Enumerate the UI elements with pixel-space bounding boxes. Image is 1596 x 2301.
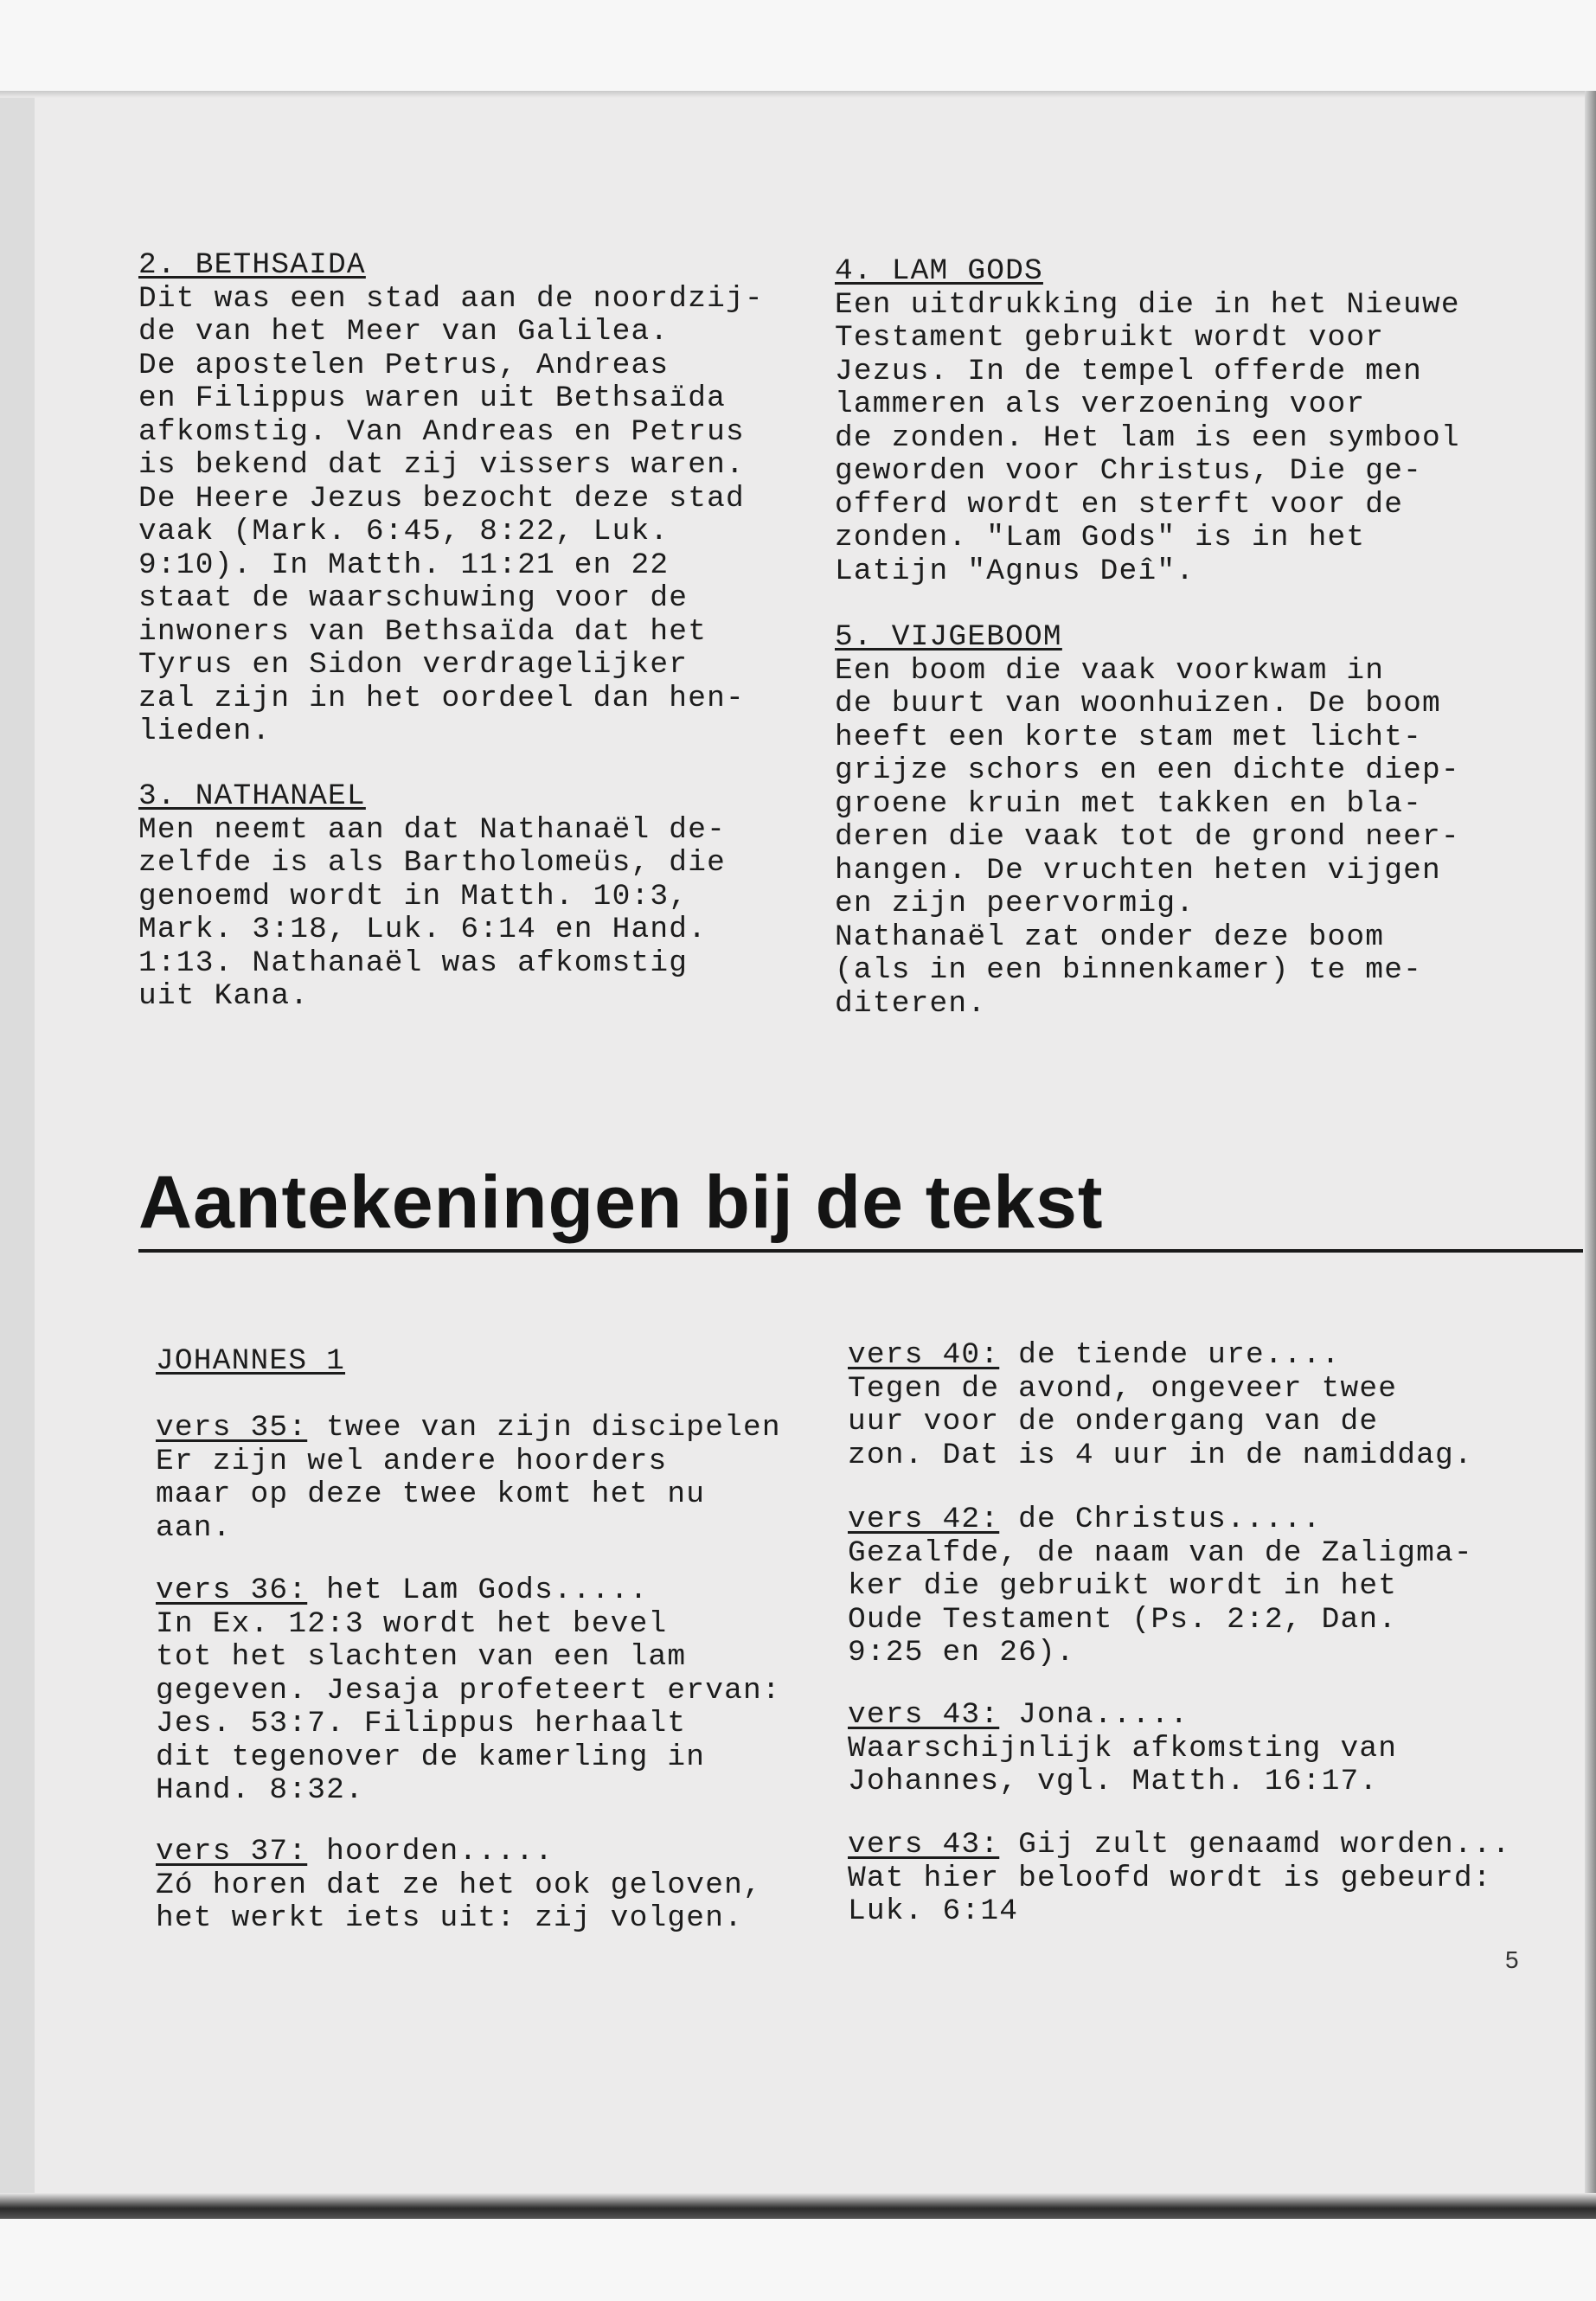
entry-bethsaida (138, 249, 830, 749)
note-line (848, 1829, 1583, 1862)
binding-edge (1585, 91, 1596, 2214)
title-rule (138, 1249, 1583, 1253)
note-label: vers 35: (156, 1411, 308, 1445)
note-vers-43-jona (848, 1699, 1583, 1799)
note-label: vers 36: (156, 1574, 308, 1607)
note-label: vers 42: (848, 1503, 1000, 1536)
note-vers-43-genaamd (848, 1829, 1583, 1929)
note-line (848, 1699, 1583, 1733)
note-line (156, 1836, 830, 1869)
note-vers-35 (156, 1412, 830, 1545)
note-body: Wat hier beloofd wordt is gebeurd: Luk. 6:14 (848, 1861, 1492, 1928)
note-body: In Ex. 12:3 wordt het bevel tot het slachten van een lam gegeven. Jesaja profeteert ervan: Jes. 53:7. Filippus herhaalt dit tegenover de kamerling in Hand. 8:32. (156, 1606, 781, 1807)
note-phrase: de Christus..... (999, 1503, 1322, 1536)
note-phrase: twee van zijn discipelen (307, 1411, 781, 1445)
note-label: vers 37: (156, 1835, 308, 1868)
note-vers-36 (156, 1574, 830, 1808)
note-label: vers 43: (848, 1698, 1000, 1732)
note-line (156, 1574, 830, 1608)
note-label: vers 43: (848, 1828, 1000, 1862)
entry-body: Een uitdrukking die in het Nieuwe Testament gebruikt wordt voor Jezus. In de tempel offerde men lammeren als verzoening voor de zonden. Het lam is een symbool geworden voor Christus, Die ge- offerd wordt en sterft voor de zonden. "Lam Gods" is in het Latijn "Agnus Deî". (835, 287, 1460, 588)
note-body: Gezalfde, de naam van de Zaligma- ker die gebruikt wordt in het Oude Testament (Ps. 2:2, Dan. 9:25 en 26). (848, 1535, 1473, 1670)
note-body: Zó horen dat ze het ook geloven, het werkt iets uit: zij volgen. (156, 1868, 762, 1935)
chapter-heading: JOHANNES 1 (156, 1344, 346, 1378)
note-phrase: Gij zult genaamd worden... (999, 1828, 1511, 1862)
note-phrase: het Lam Gods..... (307, 1574, 649, 1607)
note-body: Tegen de avond, ongeveer twee uur voor de ondergang van de zon. Dat is 4 uur in de namiddag. (848, 1371, 1473, 1472)
note-body: Waarschijnlijk afkomsting van Johannes, vgl. Matth. 16:17. (848, 1731, 1398, 1798)
note-vers-42 (848, 1503, 1583, 1670)
note-line (156, 1412, 830, 1445)
entry-nathanael (138, 780, 830, 1014)
note-phrase: Jona..... (999, 1698, 1189, 1732)
entry-heading: 5. VIJGEBOOM (835, 620, 1062, 654)
note-phrase: de tiende ure.... (999, 1338, 1341, 1372)
page-number: 5 (1505, 1946, 1519, 1973)
entry-vijgeboom (835, 621, 1570, 1021)
page-bottom-edge (0, 2193, 1596, 2219)
section-title: Aantekeningen bij de tekst (138, 1161, 1104, 1244)
entry-body: Dit was een stad aan de noordzij- de van het Meer van Galilea. De apostelen Petrus, Andreas en Filippus waren uit Bethsaïda afkomstig. Van Andreas en Petrus is bekend dat zij vissers waren. De Heere Jezus bezocht deze stad vaak (Mark. 6:45, 8:22, Luk. 9:10). In Matth. 11:21 en 22 staat de waarschuwing voor de inwoners van Bethsaïda dat het Tyrus en Sidon verdragelijker zal zijn in het oordeel dan hen- lieden. (138, 281, 764, 748)
chapter-heading-block (156, 1345, 830, 1379)
page-top-edge (0, 91, 1596, 98)
note-body: Er zijn wel andere hoorders maar op deze twee komt het nu aan. (156, 1444, 706, 1545)
note-line (848, 1503, 1583, 1537)
entry-heading: 4. LAM GODS (835, 254, 1043, 288)
entry-lam-gods (835, 255, 1570, 588)
note-vers-40 (848, 1339, 1583, 1472)
entry-heading: 3. NATHANAEL (138, 779, 366, 813)
entry-body: Een boom die vaak voorkwam in de buurt van woonhuizen. De boom heeft een korte stam met licht- grijze schors en een dichte diep- groene kruin met takken en bla- deren die vaak tot de grond neer- hangen. De vruchten heten vijgen en zijn peervormig. Nathanaël zat onder deze boom (als in een binnenkamer) te me- diteren. (835, 653, 1460, 1021)
note-vers-37 (156, 1836, 830, 1936)
note-label: vers 40: (848, 1338, 1000, 1372)
note-phrase: hoorden..... (307, 1835, 554, 1868)
note-line (848, 1339, 1583, 1373)
entry-heading: 2. BETHSAIDA (138, 248, 366, 282)
entry-body: Men neemt aan dat Nathanaël de- zelfde is als Bartholomeüs, die genoemd wordt in Matth. 10:3, Mark. 3:18, Luk. 6:14 en Hand. 1:13. Nathanaël was afkomstig uit Kana. (138, 812, 727, 1013)
